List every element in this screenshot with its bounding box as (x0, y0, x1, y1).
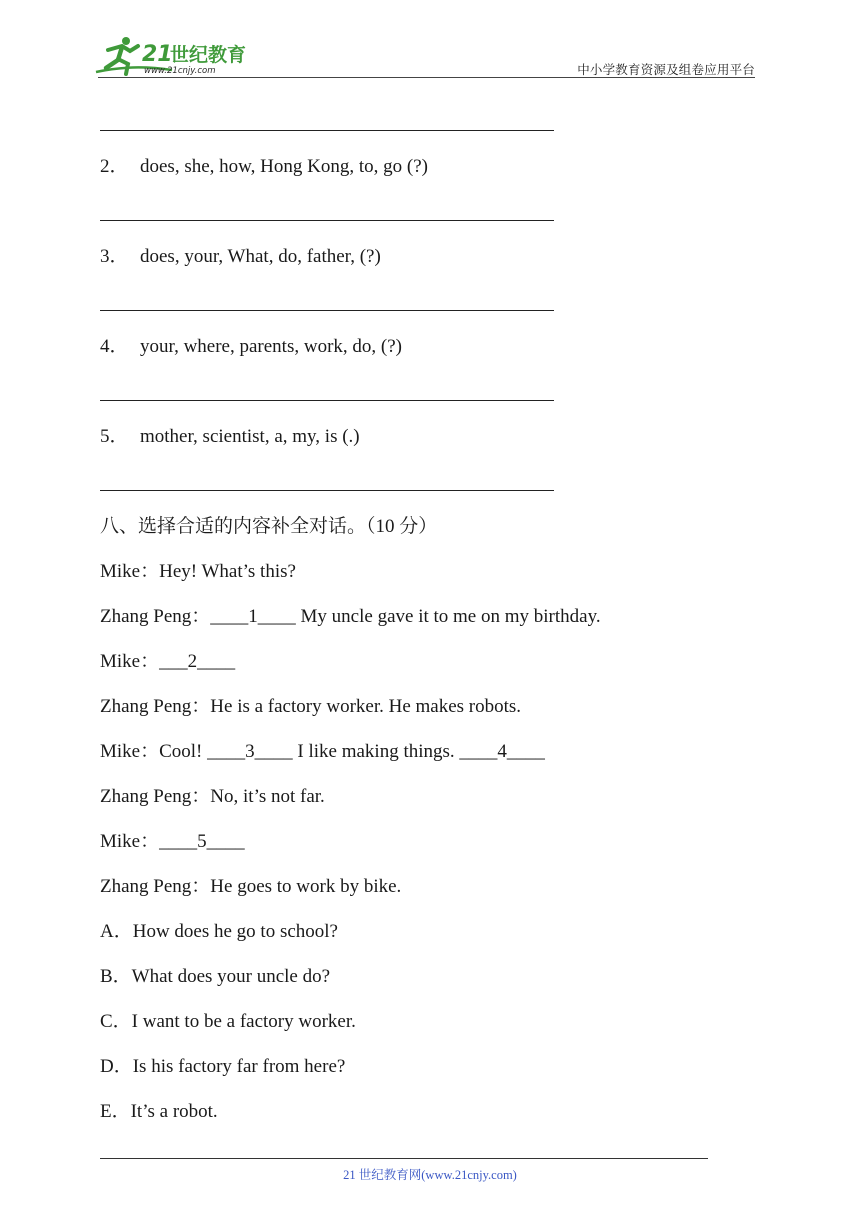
site-logo (92, 34, 262, 78)
dialogue-line-4: Zhang Peng：He is a factory worker. He makes robots. (100, 696, 522, 717)
dialogue-line-8: Zhang Peng：He goes to work by bike. (100, 876, 402, 897)
header-tagline: 中小学教育资源及组卷应用平台 (577, 62, 755, 77)
answer-line-5 (100, 490, 554, 491)
option-e: E．It’s a robot. (100, 1101, 218, 1122)
dialogue-line-3: Mike：___2____ (100, 651, 236, 672)
runner-logo-icon (92, 34, 262, 78)
page-header (0, 0, 860, 80)
dialogue-line-1: Mike：Hey! What’s this? (100, 561, 296, 582)
option-d: D．Is his factory far from here? (100, 1056, 346, 1077)
logo-url-text: www.21cnjy.com (144, 66, 216, 76)
dialogue-line-5: Mike：Cool! ____3____ I like making things. ____4____ (100, 741, 545, 762)
question-item-5 (100, 426, 360, 448)
question-text: does, she, how, Hong Kong, to, go (?) (140, 156, 428, 177)
question-item-4 (100, 336, 402, 358)
section-title: 八、选择合适的内容补全对话。（10 分） (100, 516, 438, 537)
dialogue-line-2: Zhang Peng：____1____ My uncle gave it to me on my birthday. (100, 606, 601, 627)
header-divider (98, 77, 755, 78)
footer-divider (100, 1158, 708, 1159)
answer-line-1 (100, 130, 554, 131)
footer-link[interactable]: 21 世纪教育网(www.21cnjy.com) (343, 1168, 517, 1182)
svg-text:21: 21 (142, 42, 173, 67)
question-number: 4． (100, 336, 129, 357)
question-text: mother, scientist, a, my, is (.) (140, 426, 360, 447)
answer-line-4 (100, 400, 554, 401)
dialogue-line-6: Zhang Peng：No, it’s not far. (100, 786, 325, 807)
answer-line-3 (100, 310, 554, 311)
question-text: your, where, parents, work, do, (?) (140, 336, 402, 357)
option-b: B．What does your uncle do? (100, 966, 331, 987)
question-item-2 (100, 156, 428, 178)
option-a: A．How does he go to school? (100, 921, 338, 942)
question-number: 5． (100, 426, 129, 447)
question-item-3 (100, 246, 381, 268)
answer-line-2 (100, 220, 554, 221)
option-c: C．I want to be a factory worker. (100, 1011, 356, 1032)
logo-brand-text: 世纪教育 (170, 44, 247, 66)
question-number: 3． (100, 246, 129, 267)
question-number: 2． (100, 156, 129, 177)
question-text: does, your, What, do, father, (?) (140, 246, 381, 267)
dialogue-line-7: Mike：____5____ (100, 831, 245, 852)
